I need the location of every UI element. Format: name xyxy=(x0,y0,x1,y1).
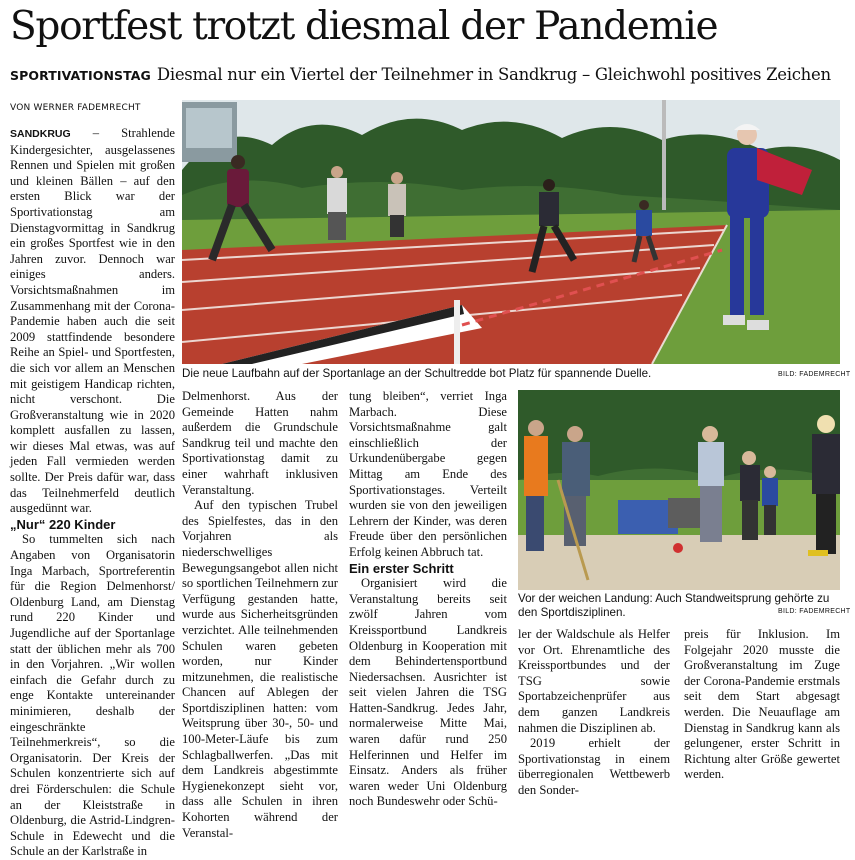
photo1-caption: Die neue Laufbahn auf der Sportanlage an der Schultredde bot Platz für spannende Duelle. xyxy=(182,367,652,380)
headline: Sportfest trotzt diesmal der Pandemie xyxy=(10,4,718,49)
track-scene-image xyxy=(182,100,840,364)
paragraph: preis für Inklusion. Im Folgejahr 2020 musste die Großveranstaltung im Zuge der Corona-Pandemie erstmals seit dem Start abgesagt werden. Die Neuauflage am Dienstag in Sandkrug kann als gelungener, erster Schritt in Richtung alter Größe gewertet werden. xyxy=(684,627,840,782)
photo1-credit: BILD: FADEMRECHT xyxy=(778,371,851,378)
subline-text: Diesmal nur ein Viertel der Teilnehmer in Sandkrug – Gleichwohl positives Zeichen xyxy=(156,65,831,84)
article-column-3 xyxy=(349,389,507,810)
article-column-1 xyxy=(10,126,175,860)
subhead-erster-schritt: Ein erster Schritt xyxy=(349,560,454,576)
paragraph: So tummelten sich nach Angaben von Organisatorin Inga Marbach, Sportreferentin für die Region Delmenhorst/ Oldenburg Land, am Dienstag rund 220 Kinder und Jugendliche auf der Sportanlage statt der üblichen mehr als 700 in den Vorjahren. „Wir wollen einfach die Gefahr durch zu enge Kontakte untereinander minimieren, deshalb der eingeschränkte Teilnehmerkreis“, so die Organisatorin. Der Kreis der Schulen konzentrierte sich auf drei Förderschulen: die Schule an der Kleiststraße in Oldenburg, die Astrid-Lindgren-Schule in Edewecht und die Schule an der Karlstraße in xyxy=(10,532,175,859)
subline-kicker: SPORTIVATIONSTAG xyxy=(10,68,151,83)
photo2-credit: BILD: FADEMRECHT xyxy=(778,608,851,615)
photo-standing-long-jump xyxy=(518,390,840,590)
paragraph: ler der Waldschule als Helfer vor Ort. Ehrenamtliche des Kreissportbundes und der TSG sowie Sportabzeichenprüfer aus dem ganzen Landkreis nahmen die Disziplinen ab. xyxy=(518,627,670,735)
article-column-2 xyxy=(182,389,338,841)
paragraph: 2019 erhielt der Sportivationstag in einem überregionalen Wettbewerb den Sonder- xyxy=(518,736,670,797)
subhead-nur-220: „Nur“ 220 Kinder xyxy=(10,516,116,532)
article-column-4 xyxy=(518,627,670,799)
dateline: SANDKRUG xyxy=(10,128,71,140)
long-jump-scene-image xyxy=(518,390,840,590)
subline xyxy=(10,64,850,87)
photo2-caption: Vor der weichen Landung: Auch Standweitsprung gehörte zu den Sportdisziplinen. xyxy=(518,592,830,619)
article-column-5 xyxy=(684,627,840,783)
paragraph: Delmenhorst. Aus der Gemeinde Hatten nahm außerdem die Grundschule Sandkrug teil und machte den Sportivationstag damit zu einer wahrhaft inklusiven Veranstaltung. xyxy=(182,389,338,497)
paragraph: Organisiert wird die Veranstaltung bereits seit zwölf Jahren vom Kreissportbund Landkreis Oldenburg in Kooperation mit dem Behindertensportbund Niedersachsen. Ausrichter ist seit vielen Jahren die TSG Hatten-Sandkrug. Jedes Jahr, normalerweise Mitte Mai, waren dafür rund 250 Helferinnen und Helfer im Einsatz. Anders als früher waren weder Uni Oldenburg noch Bundeswehr oder Schü- xyxy=(349,576,507,809)
paragraph-text: – Strahlende Kindergesichter, ausgelassenes Rennen und Spielen mit großen und kleinen Bällen – auf den ersten Blick war der Sportivationstag am Dienstagvormittag in Sandkrug ein großes Sportfest wie in den Jahren zuvor. Dennoch war einiges anders. Vorsichtsmaßnahmen im Zusammenhang mit der Corona-Pandemie haben auch die seit 2009 stattfindende besondere Reihe an Spiel- und Sportfesten, die sich vor allem an Menschen mit geistigem Handicap richten, nicht verschont. Die Großveranstaltung wie in 2020 komplett ausfallen zu lassen, wir dieses Mal etwas, was auf jeden Fall vermieden werden sollte. Der Preis dafür war, dass das Teilnehmerfeld deutlich ausgedünnt war. xyxy=(10,126,175,516)
paragraph: tung bleiben“, verriet Inga Marbach. Diese Vorsichtsmaßnahme galt einschließlich der Urkundenübergabe gegen Mittag am Ende des Sportivationstages. Verteilt wurden sie von den jeweiligen Lehrern der Kinder, was deren Freude über den persönlichen Erfolg keinen Abbruch tat. xyxy=(349,389,507,559)
byline: VON WERNER FADEMRECHT xyxy=(10,103,141,113)
paragraph: Auf den typischen Trubel des Spielfestes, das in den Vorjahren als niederschwelliges Bewegungsangebot allen nicht so sportlichen Teilnehmern zur Verfügung gestanden hatte, wurde aus Sicherheitsgründen verzichtet. Alle teilnehmenden Schulen waren gebeten worden, nur Kinder mitzunehmen, die realistische Chancen auf Ablegen der Sportdisziplinen hatten: vom Weitsprung über 30-, 50- und 100-Meter-Läufe bis zum Schlagballwerfen. „Das mit dem Landkreis abgestimmte Hygienekonzept sieht vor, dass alle Schulen in ihren Kohorten während der Veranstal- xyxy=(182,498,338,840)
paragraph xyxy=(10,126,175,517)
photo-running-track xyxy=(182,100,840,364)
